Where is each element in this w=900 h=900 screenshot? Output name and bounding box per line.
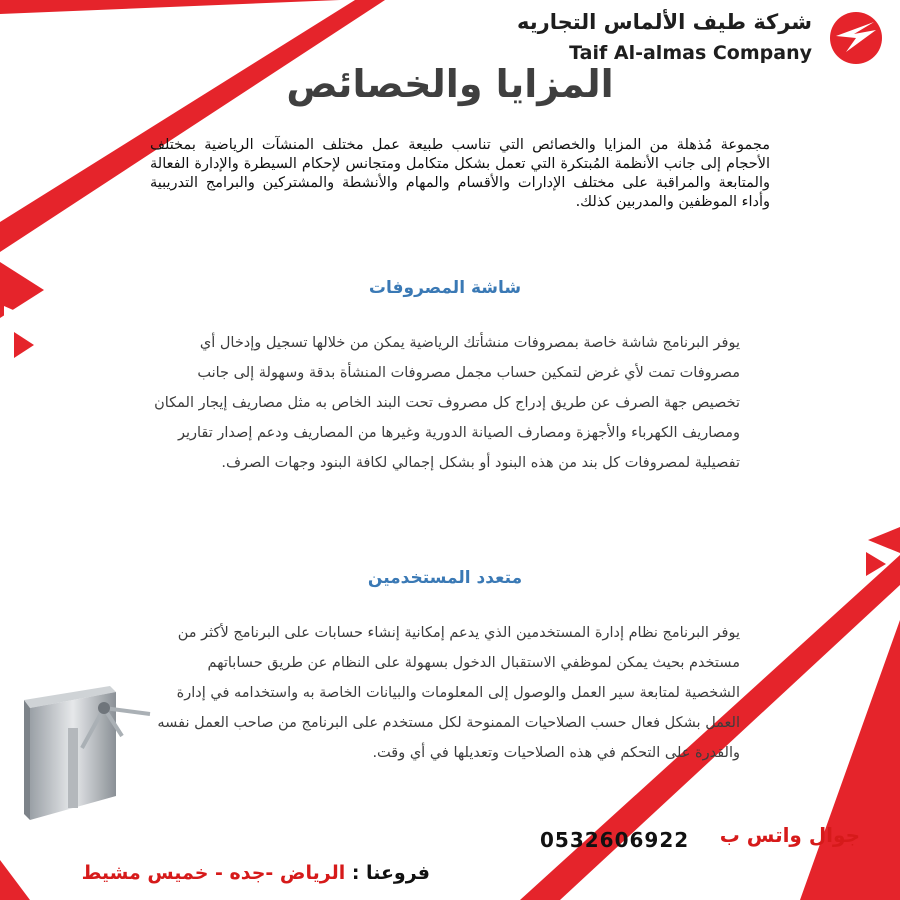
branches-line xyxy=(40,862,430,884)
company-name-arabic: شركة طيف الألماس التجاريه xyxy=(516,10,812,34)
section-body-expenses: يوفر البرنامج شاشة خاصة بمصروفات منشأتك الرياضية يمكن من خلالها تسجيل وإدخال أي مصروفات تمت لأي غرض لتمكين حساب مجمل مصروفات المنشأة بدقة وسهولة إلى جانب تخصيص جهة الصرف عن طريق إدراج كل مصروف تحت البند الخاص به مثل مصاريف إيجار المكان ومصاريف الكهرباء والأجهزة ومصارف الصيانة الدورية وغيرها من المصاريف ودعم إصدار تقارير تفصيلية لمصروفات كل بند من هذه البنود أو بشكل إجمالي لكافة البنود وجهات الصرف. xyxy=(154,335,740,471)
phone-number[interactable]: 0532606922 xyxy=(540,828,690,852)
phone-label: جوال واتس ب xyxy=(719,823,860,847)
company-name-english: Taif Al-almas Company xyxy=(569,42,812,64)
section-heading-multi-user: متعدد المستخدمين xyxy=(367,568,523,588)
branches-label: فروعنا : xyxy=(351,862,430,884)
company-logo-icon xyxy=(826,8,886,68)
page-title: المزايا والخصائص xyxy=(286,62,614,106)
section-heading-expenses: شاشة المصروفات xyxy=(368,278,522,298)
branches-cities: الرياض -جده - خميس مشيط xyxy=(81,862,346,884)
intro-paragraph: مجموعة مُذهلة من المزايا والخصائص التي تناسب طبيعة عمل مختلف المنشآت الرياضية بمختلف الأحجام إلى جانب الأنظمة المُبتكرة التي تعمل بشكل متكامل ومتجانس لإحكام السيطرة والإدارة الفعالة والمتابعة والمراقبة على مختلف الإدارات والأقسام والمهام والأنشطة والمشتركين والبرامج التدريبية وأداء الموظفين والمدربين كذلك. xyxy=(150,137,770,210)
section-body-multi-user: يوفر البرنامج نظام إدارة المستخدمين الذي يدعم إمكانية إنشاء حسابات على البرنامج لأكثر من مستخدم بحيث يمكن لموظفي الاستقبال الدخول بسهولة على النظام عن طريق حساباتهم الشخصية لمتابعة سير العمل والوصول إلى المعلومات والبيانات الخاصة به واستخدامه في إدارة العمل بشكل فعال حسب الصلاحيات الممنوحة لكل مستخدم على البرنامج من صاحب العمل نفسه والقدرة على التحكم في هذه الصلاحيات وتعديلها في أي وقت. xyxy=(157,625,740,761)
turnstile-gate-image xyxy=(12,678,152,828)
